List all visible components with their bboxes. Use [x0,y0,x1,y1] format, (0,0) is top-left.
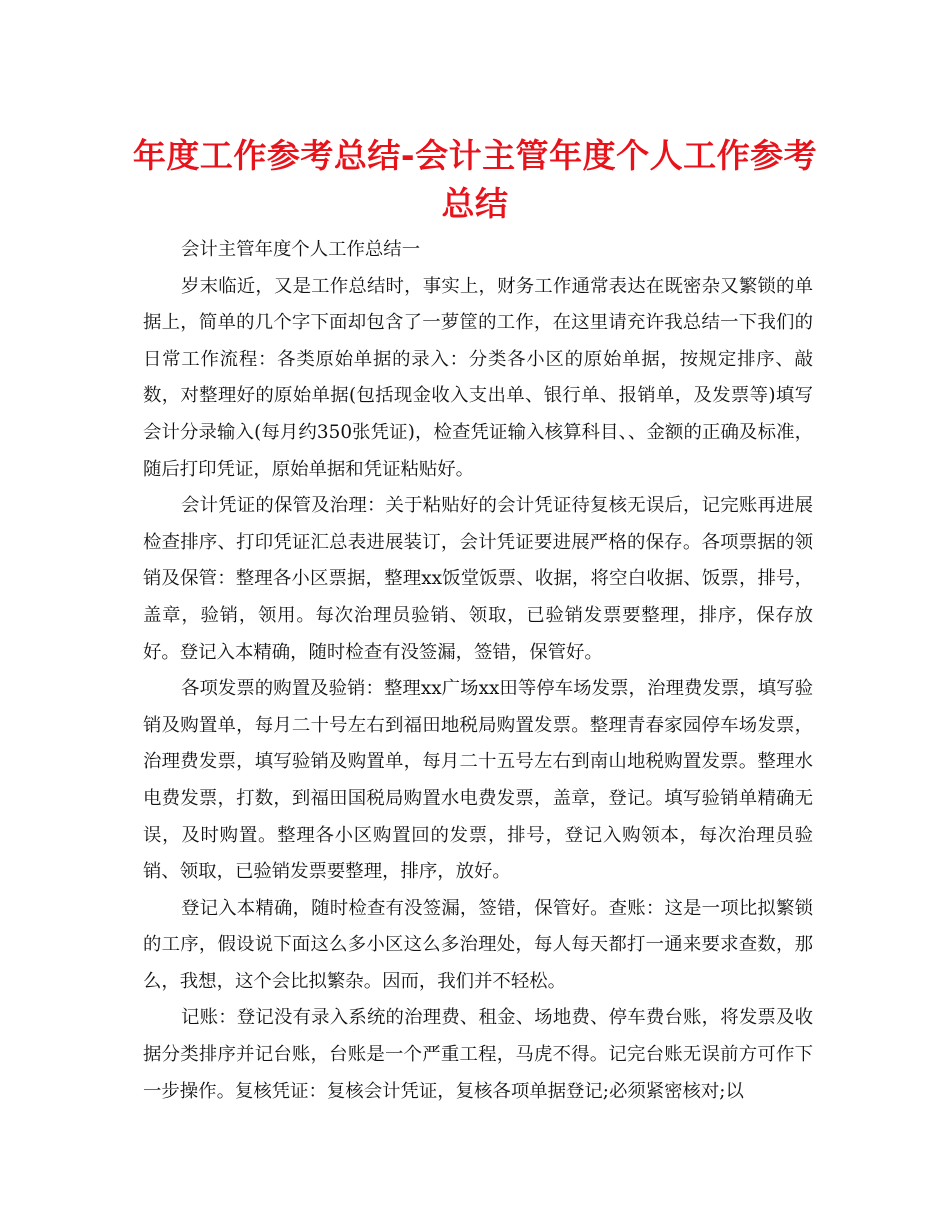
paragraph: 各项发票的购置及验销：整理xx广场xx田等停车场发票，治理费发票，填写验销及购置单，每月二十号左右到福田地税局购置发票。整理青春家园停车场发票，治理费发票，填写验销及购置单，每月二十五号左右到南山地税购置发票。整理水电费发票，打数，到福田国税局购置水电费发票，盖章，登记。填写验销单精确无误，及时购置。整理各小区购置回的发票，排号，登记入购领本，每次治理员验销、领取，已验销发票要整理，排序，放好。 [143,678,813,883]
paragraph: 登记入本精确，随时检查有没签漏，签错，保管好。查账：这是一项比拟繁锁的工序，假设说下面这么多小区这么多治理处，每人每天都打一通来要求查数，那么，我想，这个会比拟繁杂。因而，我们并不轻松。 [143,897,813,992]
paragraph: 记账：登记没有录入系统的治理费、租金、场地费、停车费台账，将发票及收据分类排序并记台账，台账是一个严重工程，马虎不得。记完台账无误前方可作下一步操作。复核凭证：复核会计凭证，复核各项单据登记;必须紧密核对;以 [143,1007,813,1102]
document-body [143,232,813,1110]
paragraph: 岁末临近，又是工作总结时，事实上，财务工作通常表达在既密杂又繁锁的单据上，简单的几个字下面却包含了一萝筐的工作，在这里请充许我总结一下我们的日常工作流程：各类原始单据的录入：分类各小区的原始单据，按规定排序、敲数，对整理好的原始单据(包括现金收入支出单、银行单、报销单，及发票等)填写会计分录输入(每月约350张凭证)，检查凭证输入核算科目、、金额的正确及标准，随后打印凭证，原始单据和凭证粘贴好。 [143,275,813,480]
document-title: 年度工作参考总结-会计主管年度个人工作参考总结 [132,136,818,223]
section-subtitle: 会计主管年度个人工作总结一 [181,239,421,260]
paragraph: 会计凭证的保管及治理：关于粘贴好的会计凭证待复核无误后，记完账再进展检查排序、打印凭证汇总表进展装订，会计凭证要进展严格的保存。各项票据的领销及保管：整理各小区票据，整理xx饭堂饭票、收据，将空白收据、饭票，排号，盖章，验销，领用。每次治理员验销、领取，已验销发票要整理，排序，保存放好。登记入本精确，随时检查有没签漏，签错，保管好。 [143,495,813,663]
